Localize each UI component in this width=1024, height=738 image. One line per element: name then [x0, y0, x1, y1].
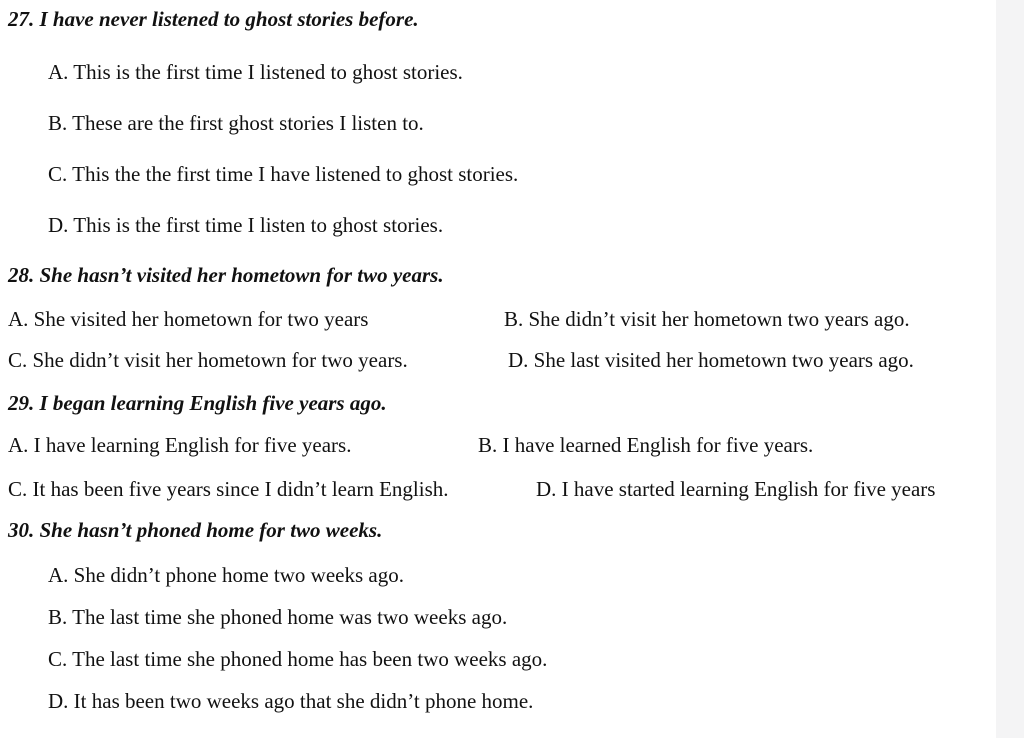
- question-27-option-a: A. This is the first time I listened to ghost stories.: [48, 60, 463, 84]
- question-28-option-b: B. She didn’t visit her hometown two years ago.: [504, 307, 910, 331]
- question-29-option-c: C. It has been five years since I didn’t learn English.: [8, 477, 449, 501]
- question-30-option-a: A. She didn’t phone home two weeks ago.: [48, 563, 404, 587]
- question-30-stem: 30. She hasn’t phoned home for two weeks.: [8, 518, 383, 542]
- question-28-stem: 28. She hasn’t visited her hometown for two years.: [8, 263, 444, 287]
- question-28-option-a: A. She visited her hometown for two years: [8, 307, 369, 331]
- question-27-stem: 27. I have never listened to ghost stories before.: [8, 7, 419, 31]
- question-30-option-c: C. The last time she phoned home has been two weeks ago.: [48, 647, 548, 671]
- question-28-option-c: C. She didn’t visit her hometown for two years.: [8, 348, 408, 372]
- question-27-option-b: B. These are the first ghost stories I listen to.: [48, 111, 424, 135]
- question-29-option-d: D. I have started learning English for five years: [536, 477, 936, 501]
- question-29-stem: 29. I began learning English five years ago.: [8, 391, 387, 415]
- question-28-option-d: D. She last visited her hometown two years ago.: [508, 348, 914, 372]
- question-29-option-a: A. I have learning English for five years.: [8, 433, 352, 457]
- right-edge-strip: [996, 0, 1024, 738]
- question-29-option-b: B. I have learned English for five years.: [478, 433, 814, 457]
- question-27-option-d: D. This is the first time I listen to ghost stories.: [48, 213, 444, 237]
- question-27-option-c: C. This the the first time I have listened to ghost stories.: [48, 162, 519, 186]
- question-30-option-b: B. The last time she phoned home was two weeks ago.: [48, 605, 508, 629]
- question-30-option-d: D. It has been two weeks ago that she didn’t phone home.: [48, 689, 534, 713]
